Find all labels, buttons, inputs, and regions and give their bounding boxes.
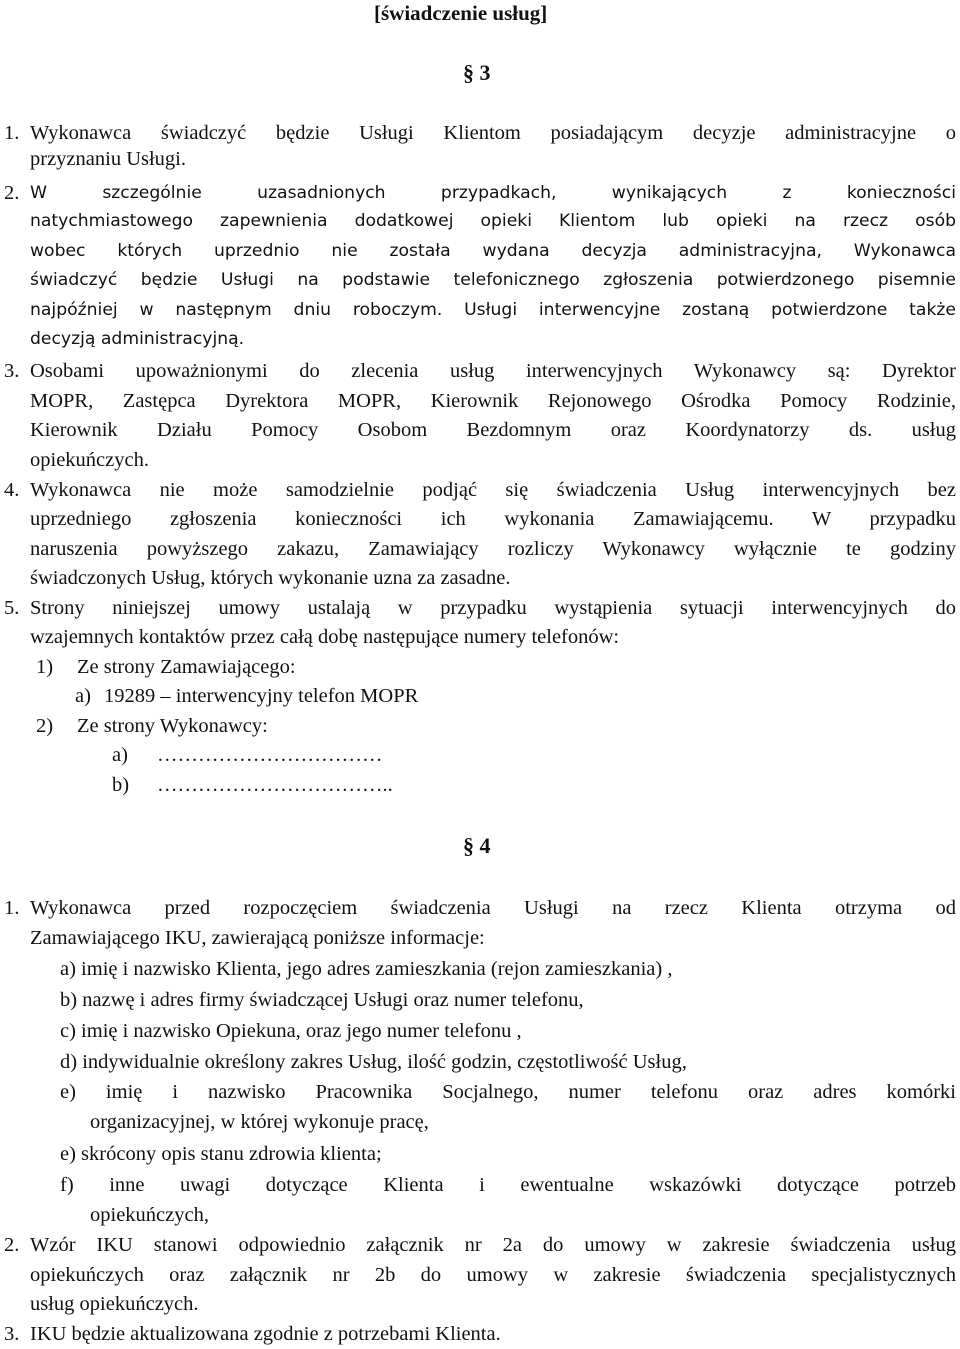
section-4-heading: § 4 <box>463 833 491 858</box>
section-3-heading: § 3 <box>463 60 491 85</box>
list-item: …………………………… <box>157 744 383 766</box>
list-item: c) imię i nazwisko Opiekuna, oraz jego numer telefonu , <box>60 1020 522 1042</box>
list-number: 1) <box>36 656 54 678</box>
paragraph-number: 2. <box>4 1234 20 1256</box>
list-item: a) imię i nazwisko Klienta, jego adres zamieszkania (rejon zamieszkania) , <box>60 958 673 980</box>
paragraph-line: decyzją administracyjną. <box>30 329 245 349</box>
paragraph-line: Wzór IKU stanowi odpowiednio załącznik nr 2a do umowy w zakresie świadczenia usług <box>30 1234 956 1256</box>
paragraph-line: usług opiekuńczych. <box>30 1293 199 1315</box>
paragraph-number: 2. <box>4 182 20 204</box>
list-item: d) indywidualnie określony zakres Usług, ilość godzin, częstotliwość Usług, <box>60 1051 687 1073</box>
paragraph-line: świadczyć będzie Usługi na podstawie telefonicznego zgłoszenia potwierdzonego pisemnie <box>30 270 956 290</box>
paragraph-line: Wykonawca przed rozpoczęciem świadczenia Usługi na rzecz Klienta otrzyma od <box>30 897 956 919</box>
paragraph-line: naruszenia powyższego zakazu, Zamawiający rozliczy Wykonawcy wyłącznie te godziny <box>30 538 956 560</box>
paragraph-line: przyznaniu Usługi. <box>30 148 186 170</box>
list-number: a) <box>75 685 91 707</box>
paragraph-line: W szczególnie uzasadnionych przypadkach, wynikających z konieczności <box>30 183 956 203</box>
paragraph-line: Osobami upoważnionymi do zlecenia usług interwencyjnych Wykonawcy są: Dyrektor <box>30 360 956 382</box>
paragraph-line: wobec których uprzednio nie została wydana decyzja administracyjna, Wykonawca <box>30 241 956 261</box>
paragraph-line: IKU będzie aktualizowana zgodnie z potrzebami Klienta. <box>30 1323 501 1345</box>
paragraph-line: Zamawiającego IKU, zawierającą poniższe informacje: <box>30 927 485 949</box>
paragraph-line: świadczonych Usług, których wykonanie uzna za zasadne. <box>30 567 511 589</box>
paragraph-line: Kierownik Działu Pomocy Osobom Bezdomnym oraz Koordynatorzy ds. usług <box>30 419 956 441</box>
paragraph-number: 3. <box>4 1323 20 1345</box>
paragraph-line: Wykonawca nie może samodzielnie podjąć się świadczenia Usług interwencyjnych bez <box>30 479 956 501</box>
paragraph-number: 4. <box>4 479 20 501</box>
paragraph-number: 1. <box>4 897 20 919</box>
paragraph-line: uprzedniego zgłoszenia konieczności ich wykonania Zamawiającemu. W przypadku <box>30 508 956 530</box>
list-item: e) imię i nazwisko Pracownika Socjalnego, numer telefonu oraz adres komórki <box>60 1081 956 1103</box>
list-item: …………………………….. <box>157 774 393 796</box>
list-number: b) <box>112 774 130 796</box>
list-item: organizacyjnej, w której wykonuje pracę, <box>90 1111 429 1133</box>
paragraph-line: MOPR, Zastępca Dyrektora MOPR, Kierownik Rejonowego Ośrodka Pomocy Rodzinie, <box>30 390 956 412</box>
list-item: 19289 – interwencyjny telefon MOPR <box>104 685 419 707</box>
list-number: a) <box>112 744 128 766</box>
list-item: b) nazwę i adres firmy świadczącej Usługi oraz numer telefonu, <box>60 989 584 1011</box>
paragraph-line: opiekuńczych oraz załącznik nr 2b do umowy w zakresie świadczenia specjalistycznych <box>30 1264 956 1286</box>
list-item: e) skrócony opis stanu zdrowia klienta; <box>60 1143 382 1165</box>
paragraph-line: wzajemnych kontaktów przez całą dobę następujące numery telefonów: <box>30 626 620 648</box>
document-title: [świadczenie usług] <box>374 1 548 25</box>
paragraph-number: 1. <box>4 122 20 144</box>
paragraph-line: Wykonawca świadczyć będzie Usługi Klientom posiadającym decyzje administracyjne o <box>30 122 956 144</box>
paragraph-number: 5. <box>4 597 20 619</box>
paragraph-number: 3. <box>4 360 20 382</box>
paragraph-line: opiekuńczych. <box>30 449 149 471</box>
list-item: Ze strony Wykonawcy: <box>77 715 268 737</box>
list-item: opiekuńczych, <box>90 1204 209 1226</box>
paragraph-line: natychmiastowego zapewnienia dodatkowej opieki Klientom lub opieki na rzecz osób <box>30 211 956 231</box>
paragraph-line: najpóźniej w następnym dniu roboczym. Usługi interwencyjne zostaną potwierdzone także <box>30 300 956 320</box>
list-number: 2) <box>36 715 54 737</box>
paragraph-line: Strony niniejszej umowy ustalają w przypadku wystąpienia sytuacji interwencyjnych do <box>30 597 956 619</box>
list-item: f) inne uwagi dotyczące Klienta i ewentualne wskazówki dotyczące potrzeb <box>60 1174 956 1196</box>
list-item: Ze strony Zamawiającego: <box>77 656 296 678</box>
